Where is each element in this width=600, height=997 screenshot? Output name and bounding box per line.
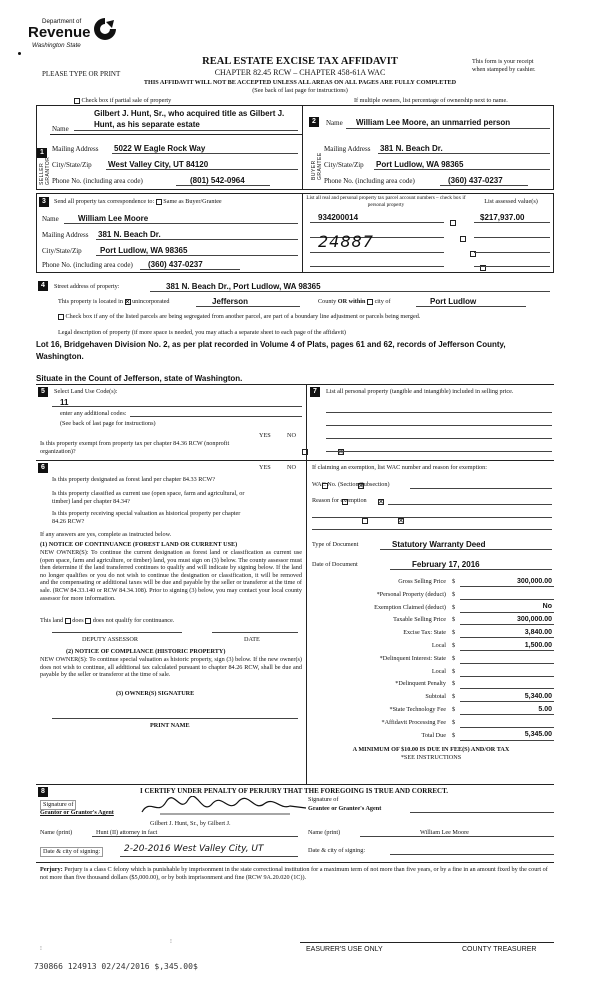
tax-row-label: *Affidavit Processing Fee	[381, 718, 446, 726]
tax-city-label: City/State/Zip	[42, 247, 82, 255]
logo-revenue: Revenue	[28, 24, 91, 41]
doc-date: February 17, 2016	[412, 560, 480, 569]
partial-sale-checkbox[interactable]	[74, 98, 80, 104]
certify-line: I CERTIFY UNDER PENALTY OF PERJURY THAT THE FOREGOING IS TRUE AND CORRECT.	[140, 787, 449, 795]
print-name-label: PRINT NAME	[150, 722, 190, 729]
no-header-5: NO	[287, 432, 296, 439]
city-checkbox[interactable]	[367, 299, 373, 305]
tax-row-line	[460, 688, 554, 689]
forest-question: Is this property designated as forest land per chapter 84.33 RCW?	[52, 476, 216, 483]
land-use-code: 11	[60, 398, 69, 407]
tax-row-value: 300,000.00	[516, 577, 552, 585]
receipt-note-1: This form is your receipt	[472, 58, 534, 65]
tax-row-label: *State Technology Fee	[389, 706, 446, 713]
or-within: OR within	[337, 298, 366, 305]
doc-type-label: Type of Document	[312, 541, 359, 548]
tax-row-label: Taxable Selling Price	[393, 616, 446, 624]
cashier-stamp: 730866 124913 02/24/2016 $,345.00$	[34, 962, 198, 971]
tax-row-line	[460, 650, 554, 651]
seller-city-label: City/State/Zip	[52, 161, 92, 169]
tax-row-label: *Personal Property (deduct)	[376, 590, 446, 598]
parcel-handwritten: 24887	[318, 232, 374, 251]
tax-row-line	[460, 637, 554, 638]
notice-continuance-title: (1) NOTICE OF CONTINUANCE (FOREST LAND OR CURRENT USE)	[40, 541, 238, 548]
additional-codes-label: enter any additional codes:	[60, 410, 127, 417]
no-header-6: NO	[287, 464, 296, 471]
city-of-label: city of	[374, 298, 391, 305]
deputy-assessor-label: DEPUTY ASSESSOR	[82, 636, 138, 643]
does-label: does	[72, 617, 84, 624]
tax-row-value: 3,840.00	[524, 628, 552, 636]
street-label: Street address of property:	[54, 283, 120, 290]
assessed-1: $217,937.00	[480, 213, 525, 222]
tax-row-line	[460, 612, 554, 613]
yes-header-6: YES	[259, 464, 271, 471]
historic-no-checkbox[interactable]	[398, 518, 404, 524]
tax-row-dollar: $	[452, 680, 456, 688]
exempt-yes-checkbox[interactable]	[302, 449, 308, 455]
section-3-number: 3	[39, 197, 49, 207]
notice-compliance-body: NEW OWNER(S): To continue special valuation as historic property, sign (3) below. If the new owner(s) does not wish to continue, all additional tax calculated pursuant to chapter 84.26 RCW, shall be due and payable by the seller or transferor at the time of sale.	[40, 656, 302, 679]
dor-logo	[12, 12, 122, 56]
form-title: REAL ESTATE EXCISE TAX AFFIDAVIT	[202, 56, 398, 67]
footer-mark: ⁝	[40, 945, 42, 952]
grantee-sig-label-2: Grantee or Grantee's Agent	[308, 805, 382, 812]
tax-corr-label: Send all property tax correspondence to:	[54, 198, 155, 205]
county-row	[318, 298, 391, 306]
logo-dept-line: Department of	[42, 18, 82, 25]
minimum-note: A MINIMUM OF $10.00 IS DUE IN FEE(S) AND/OR TAX	[352, 746, 510, 753]
tax-city: Port Ludlow, WA 98365	[100, 246, 188, 255]
assessed-header: List assessed value(s)	[484, 198, 538, 205]
tax-row-line	[460, 676, 554, 677]
if-yes-note: If any answers are yes, complete as instructed below.	[40, 531, 172, 538]
tax-row-dollar: $	[452, 667, 456, 675]
tax-row-label: Local	[431, 667, 446, 675]
seller-mailing: 5022 W Eagle Rock Way	[114, 144, 206, 153]
grantee-sig-label-1: Signature of	[308, 796, 339, 803]
tax-row-dollar: $	[452, 718, 456, 726]
current-use-no-checkbox[interactable]	[378, 499, 384, 505]
tax-row-line	[460, 599, 554, 600]
tax-row-value: 5.00	[538, 705, 552, 713]
owner-signature-label: (3) OWNER(S) SIGNATURE	[116, 690, 195, 697]
grantor-signature	[140, 796, 310, 818]
tax-corr-row	[54, 198, 222, 206]
tax-row-label: Excise Tax: State	[403, 629, 446, 637]
buyer-phone: (360) 437-0237	[448, 176, 503, 185]
buyer-mailing-label: Mailing Address	[324, 145, 371, 153]
legal-line-2: Washington.	[36, 352, 84, 361]
tax-row-line	[460, 663, 554, 664]
does-not-label: does not qualify for continuance.	[92, 617, 175, 624]
parcel-1-personal-checkbox[interactable]	[450, 220, 456, 226]
does-not-qualify-checkbox[interactable]	[85, 618, 91, 624]
tax-row-value: 5,340.00	[524, 692, 552, 700]
personal-property-label: List all personal property (tangible and intangible) included in selling price.	[326, 388, 514, 395]
perjury-notice	[40, 866, 554, 881]
grantor-sig-name: Gilbert J. Hunt, Sr., by Gilbert J.	[150, 820, 231, 827]
buyer-mailing: 381 N. Beach Dr.	[380, 144, 443, 153]
notice-compliance-title: (2) NOTICE OF COMPLIANCE (HISTORIC PROPERTY)	[66, 648, 226, 655]
same-as-buyer-checkbox[interactable]	[156, 199, 162, 205]
tax-row-label: *Delinquent Penalty	[395, 680, 446, 688]
partial-sale-row	[74, 97, 171, 105]
unincorporated-checkbox[interactable]	[125, 299, 131, 305]
tax-row-line	[460, 624, 554, 625]
tax-row-label: Subtotal	[425, 693, 446, 701]
buyer-phone-label: Phone No. (including area code)	[324, 177, 415, 185]
tax-row-line	[460, 586, 554, 587]
tax-row-dollar: $	[452, 706, 456, 713]
exemption-label: If claiming an exemption, list WAC number and reason for exemption:	[312, 464, 487, 471]
logo-state: Washington State	[32, 42, 81, 49]
property-city: Port Ludlow	[430, 297, 477, 306]
grantee-print-name: William Lee Moore	[420, 829, 469, 836]
section-4-number: 4	[38, 281, 48, 291]
tax-row-label: Gross Selling Price	[398, 578, 446, 585]
tax-row-dollar: $	[452, 603, 456, 611]
grantor-print-label: Name (print)	[40, 829, 73, 836]
county-label: County	[318, 298, 337, 305]
tax-row-value: No	[542, 603, 552, 611]
tax-row-value: 1,500.00	[524, 641, 552, 649]
seller-name-line2: Hunt, as his separate estate	[94, 120, 200, 129]
doc-date-label: Date of Document	[312, 561, 358, 568]
does-qualify-checkbox[interactable]	[65, 618, 71, 624]
parcel-1: 934200014	[318, 213, 359, 222]
situate-line: Situate in the Count of Jefferson, state of Washington.	[36, 374, 243, 383]
seller-phone-label: Phone No. (including area code)	[52, 177, 143, 185]
section-5-number: 5	[38, 387, 48, 397]
county-name: Jefferson	[212, 297, 249, 306]
tax-row-line	[460, 701, 554, 702]
see-instructions: *SEE INSTRUCTIONS	[400, 754, 462, 761]
grantor-date-label: Date & city of signing:	[40, 847, 103, 857]
tax-mailing-label: Mailing Address	[42, 231, 89, 239]
tax-row-label: Local	[431, 642, 446, 649]
current-use-question: Is this property classified as current use (open space, farm and agricultural, or timber) land per chapter 84.34?	[52, 490, 245, 505]
grantee-print-label: Name (print)	[308, 829, 341, 836]
seller-name-line1: Gilbert J. Hunt, Sr., who acquired title as Gilbert J.	[94, 109, 285, 118]
seller-city: West Valley City, UT 84120	[108, 160, 209, 169]
tax-row-dollar: $	[452, 693, 456, 701]
tax-row-label: Exemption Claimed (deduct)	[374, 603, 446, 611]
tax-row-dollar: $	[452, 578, 456, 585]
section-7-number: 7	[310, 387, 320, 397]
tax-phone-label: Phone No. (including area code)	[42, 261, 133, 269]
multi-owner-note: If multiple owners, list percentage of ownership next to name.	[354, 97, 508, 104]
tax-row-label: *Delinquent Interest: State	[379, 654, 446, 662]
seller-phone: (801) 542-0964	[190, 176, 245, 185]
qualify-row	[40, 617, 174, 625]
buyer-side-label: BUYER GRANTEE	[311, 152, 323, 180]
tax-phone: (360) 437-0237	[148, 260, 203, 269]
revenue-swoosh-icon	[92, 16, 118, 42]
tax-row-dollar: $	[452, 590, 456, 598]
tax-row-dollar: $	[452, 654, 456, 662]
seller-side-label: SELLER GRANTOR	[39, 156, 51, 185]
yes-header-5: YES	[259, 432, 271, 439]
treasurer-use-label: EASURER'S USE ONLY	[306, 946, 383, 953]
doc-type: Statutory Warranty Deed	[392, 540, 486, 549]
deputy-date-label: DATE	[244, 636, 260, 643]
buyer-city: Port Ludlow, WA 98365	[376, 160, 464, 169]
tax-row-dollar: $	[452, 629, 456, 637]
tax-row-line	[460, 740, 554, 741]
tax-row-value: 300,000.00	[516, 615, 552, 623]
parcel-header: List all real and personal property tax parcel account numbers – check box if personal property	[306, 195, 466, 208]
perjury-text: Perjury is a class C felony which is punishable by imprisonment in the state correctional institution for a maximum term of not more than five years, or by a fine in an amount fixed by the court of not more than five thousand dollars ($5,000.00), or by both imprisonment and fine (RCW 9A.20.020 (1C)).	[40, 866, 548, 881]
logo-dot	[18, 52, 21, 55]
exempt-question: Is this property exempt from property tax per chapter 84.36 RCW (nonprofit organization)?	[40, 440, 230, 455]
tax-name-label: Name	[42, 215, 59, 223]
form-warning: THIS AFFIDAVIT WILL NOT BE ACCEPTED UNLESS ALL AREAS ON ALL PAGES ARE FULLY COMPLETED	[143, 79, 457, 86]
legal-line-1: Lot 16, Bridgehaven Division No. 2, as per plat recorded in Volume 4 of Plats, pages 61 and 62, records of Jefferson County,	[36, 340, 506, 349]
located-row	[58, 298, 170, 306]
segregated-label: Check box if any of the listed parcels are being segregated from another parcel, are part of a boundary line adjustment or parcels being merged.	[65, 313, 421, 320]
tax-row-dollar: $	[452, 616, 456, 624]
segregated-row	[58, 313, 558, 321]
seller-mailing-label: Mailing Address	[52, 145, 99, 153]
grantor-date-city: 2-20-2016 West Valley City, UT	[124, 844, 264, 854]
section-2-number: 2	[309, 117, 319, 127]
notice-continuance-body: NEW OWNER(S): To continue the current designation as forest land or classification as current use (open space, farm and agriculture, or timber) land, you must sign on (3) below. The county assessor must then determine if the land transferred continues to qualify and will indicate by signing below. If the land no longer qualifies or you do not wish to continue the designation or classification, it will be removed and the compensating or additional taxes will be due and payable by the seller or transferor at the time of sale. (RCW 84.33.140 or RCW 84.34.108). Prior to signing (3) below, you may contact your local county assessor for more information.	[40, 549, 302, 602]
partial-sale-label: Check box if partial sale of property	[81, 97, 172, 104]
tax-mailing: 381 N. Beach Dr.	[98, 230, 161, 239]
buyer-name: William Lee Moore, an unmarried person	[356, 118, 511, 127]
section-8-number: 8	[38, 787, 48, 797]
footer-mark-2: ⁝	[170, 938, 172, 945]
tax-row-line	[460, 727, 554, 728]
tax-row-dollar: $	[452, 731, 456, 739]
same-as-buyer-label: Same as Buyer/Grantee	[163, 198, 222, 205]
county-treasurer-label: COUNTY TREASURER	[462, 946, 537, 953]
segregated-checkbox[interactable]	[58, 314, 64, 320]
form-subtitle: CHAPTER 82.45 RCW – CHAPTER 458-61A WAC	[214, 68, 386, 77]
reason-label: Reason for exemption	[312, 497, 367, 504]
land-use-see-back: (See back of last page for instructions)	[60, 420, 156, 427]
buyer-city-label: City/State/Zip	[324, 161, 364, 169]
historic-yes-checkbox[interactable]	[362, 518, 368, 524]
grantee-date-label: Date & city of signing:	[308, 847, 366, 854]
street-address: 381 N. Beach Dr., Port Ludlow, WA 98365	[166, 282, 321, 291]
seller-name-label: Name	[52, 125, 69, 133]
see-back: (See back of last page for instructions)	[252, 87, 348, 94]
section-1-number: 1	[37, 148, 47, 158]
tax-row-dollar: $	[452, 642, 456, 649]
grantor-print-name: Hunt (II) attorney in fact	[96, 829, 158, 836]
buyer-name-label: Name	[326, 119, 343, 127]
unincorporated-label: unincorporated	[132, 298, 170, 305]
tax-name: William Lee Moore	[78, 214, 149, 223]
grantor-sig-label-2: Grantor or Grantor's Agent	[40, 809, 114, 816]
receipt-note-2: when stamped by cashier.	[472, 66, 536, 73]
grantor-sig-label-1: Signature of	[40, 800, 76, 810]
land-qualify-label: This land	[40, 617, 64, 624]
historic-question: Is this property receiving special valuation as historical property per chapter 84.26 RCW?	[52, 510, 241, 525]
parcel-2-personal-checkbox[interactable]	[460, 236, 466, 242]
perjury-label: Perjury:	[40, 866, 63, 873]
section-6-number: 6	[38, 463, 48, 473]
legal-label: Legal description of property (if more space is needed, you may attach a separate sheet to each page of the affidavit)	[58, 329, 346, 336]
land-use-label: Select Land Use Code(s):	[54, 388, 118, 395]
wac-label: WAC No. (Section/Subsection)	[312, 481, 390, 488]
located-prefix: This property is located in	[58, 298, 123, 305]
tax-row-value: 5,345.00	[524, 731, 552, 739]
tax-row-label: Total Due	[421, 731, 446, 739]
please-type: PLEASE TYPE OR PRINT	[42, 70, 121, 78]
tax-row-line	[460, 714, 554, 715]
